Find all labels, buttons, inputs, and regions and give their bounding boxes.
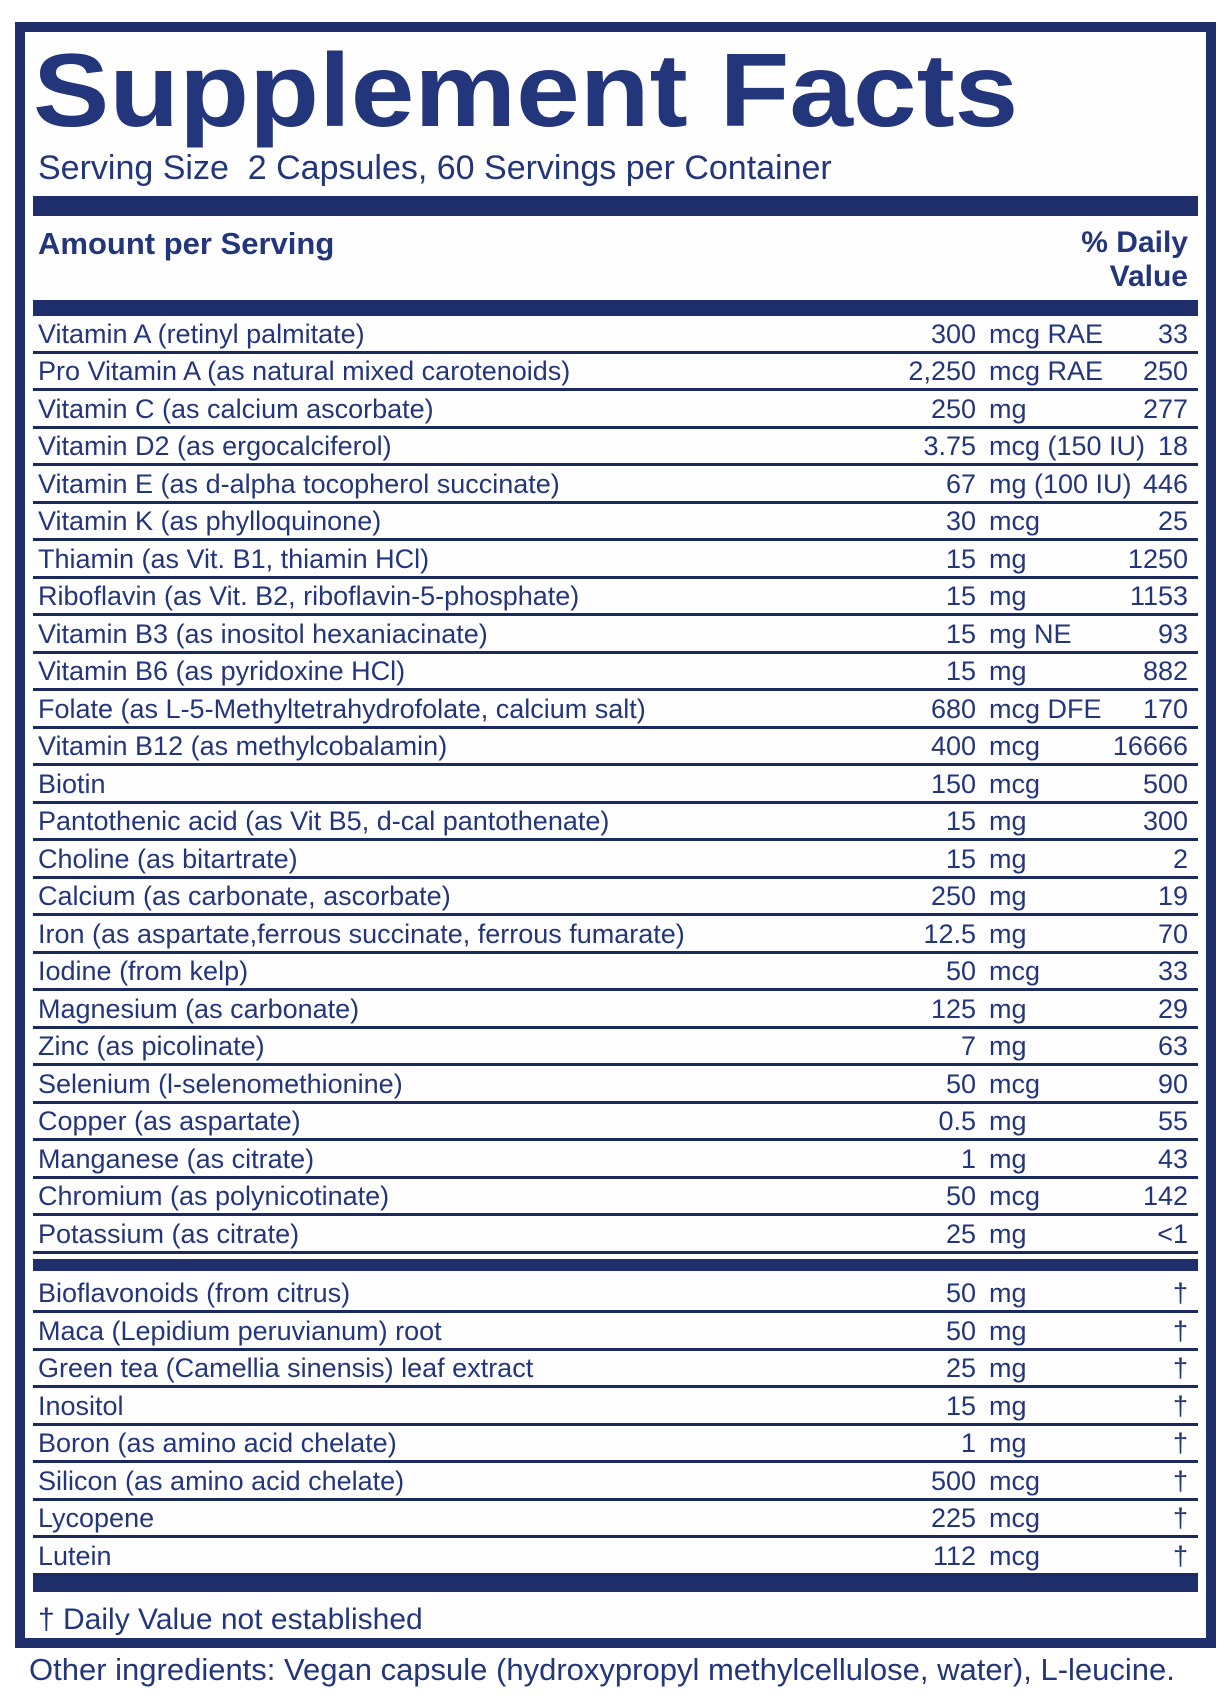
ingredient-name: Calcium (as carbonate, ascorbate) — [38, 881, 451, 911]
ingredient-name: Vitamin B12 (as methylcobalamin) — [38, 731, 448, 761]
table-row — [33, 504, 1198, 542]
amount-value: 680 — [930, 693, 976, 724]
amount-unit: mg — [989, 993, 1027, 1024]
amount-value: 50 — [945, 1181, 976, 1211]
amount-unit: mcg — [989, 1540, 1041, 1571]
ingredient-name: Folate (as L-5-Methyltetrahydrofolate, calcium salt) — [38, 693, 646, 724]
daily-value-percent: 170 — [1142, 693, 1188, 724]
daily-value-percent: 25 — [1157, 506, 1188, 536]
amount-value: 25 — [945, 1353, 976, 1383]
amount-value: 300 — [930, 318, 976, 349]
amount-value: 12.5 — [923, 918, 976, 949]
daily-value-percent: 18 — [1157, 431, 1188, 461]
daily-value-percent: 70 — [1157, 918, 1188, 949]
daily-value-percent: † — [1172, 1353, 1188, 1383]
ingredient-name: Vitamin K (as phylloquinone) — [38, 506, 382, 536]
amount-value: 1 — [960, 1143, 976, 1174]
daily-value-percent: 90 — [1157, 1068, 1188, 1099]
ingredient-name: Pantothenic acid (as Vit B5, d-cal pantothenate) — [38, 806, 610, 836]
ingredient-name: Vitamin D2 (as ergocalciferol) — [38, 431, 392, 461]
ingredient-name: Green tea (Camellia sinensis) leaf extract — [38, 1353, 534, 1383]
ingredient-name: Zinc (as picolinate) — [38, 1031, 265, 1061]
ingredient-name: Silicon (as amino acid chelate) — [38, 1465, 405, 1496]
ingredient-name: Boron (as amino acid chelate) — [38, 1428, 397, 1458]
ingredient-name: Potassium (as citrate) — [38, 1218, 300, 1249]
amount-value: 500 — [930, 1465, 976, 1496]
serving-size-line: Serving Size 2 Capsules, 60 Servings per Container — [38, 149, 832, 187]
amount-unit: mg — [989, 806, 1027, 836]
percent-daily-value-header — [1081, 226, 1188, 294]
amount-value: 15 — [945, 543, 976, 574]
amount-unit: mg NE — [989, 618, 1072, 649]
table-row — [33, 841, 1198, 879]
table-row — [33, 766, 1198, 804]
daily-value-percent: 19 — [1157, 881, 1188, 911]
section-divider-bar — [33, 1576, 1198, 1592]
amount-unit: mcg — [989, 506, 1041, 536]
daily-value-percent: 1250 — [1127, 543, 1188, 574]
table-row — [33, 616, 1198, 654]
daily-value-percent: 1153 — [1129, 581, 1188, 611]
amount-value: 2,250 — [908, 356, 976, 386]
amount-unit: mg (100 IU) — [989, 468, 1132, 499]
ingredient-name: Biotin — [38, 768, 106, 799]
table-row — [33, 466, 1198, 504]
daily-value-percent: 250 — [1142, 356, 1188, 386]
daily-value-percent: 882 — [1142, 656, 1188, 686]
amount-unit: mg — [989, 1106, 1027, 1136]
amount-unit: mcg DFE — [989, 693, 1102, 724]
amount-per-serving-header: Amount per Serving — [38, 226, 335, 261]
ingredient-name: Bioflavonoids (from citrus) — [38, 1278, 351, 1308]
amount-unit: mg — [989, 843, 1027, 874]
table-row — [33, 1066, 1198, 1104]
amount-value: 400 — [930, 731, 976, 761]
amount-value: 7 — [960, 1031, 976, 1061]
amount-value: 225 — [930, 1503, 976, 1533]
table-row — [33, 1313, 1198, 1351]
daily-value-percent: † — [1172, 1540, 1188, 1571]
amount-unit: mcg (150 IU) — [989, 431, 1146, 461]
table-row — [33, 1388, 1198, 1426]
ingredient-name: Iodine (from kelp) — [38, 956, 249, 986]
amount-unit: mg — [989, 881, 1027, 911]
amount-unit: mg — [989, 581, 1027, 611]
daily-value-footnote: † Daily Value not established — [38, 1602, 423, 1636]
amount-value: 15 — [945, 843, 976, 874]
amount-value: 3.75 — [923, 431, 976, 461]
table-row — [33, 1426, 1198, 1464]
amount-unit: mg — [989, 918, 1027, 949]
amount-unit: mg — [989, 1353, 1027, 1383]
table-row — [33, 1029, 1198, 1067]
amount-value: 15 — [945, 656, 976, 686]
amount-unit: mg — [989, 1218, 1027, 1249]
amount-unit: mcg — [989, 1068, 1041, 1099]
table-row — [33, 954, 1198, 992]
amount-unit: mg — [989, 1143, 1027, 1174]
table-row — [33, 916, 1198, 954]
daily-value-percent: 93 — [1157, 618, 1188, 649]
daily-value-percent: 277 — [1142, 393, 1188, 424]
nutrient-rows-main — [33, 316, 1198, 1254]
amount-unit: mcg — [989, 1503, 1041, 1533]
ingredient-name: Lutein — [38, 1540, 112, 1571]
table-row — [33, 1104, 1198, 1142]
daily-value-percent: † — [1172, 1390, 1188, 1421]
percent-daily-value-header-line1: % Daily — [1081, 226, 1188, 259]
amount-value: 50 — [945, 956, 976, 986]
ingredient-name: Inositol — [38, 1390, 124, 1421]
table-row — [33, 541, 1198, 579]
amount-unit: mg — [989, 656, 1027, 686]
ingredient-name: Thiamin (as Vit. B1, thiamin HCl) — [38, 543, 430, 574]
daily-value-percent: † — [1172, 1278, 1188, 1308]
amount-unit: mg — [989, 543, 1027, 574]
amount-value: 25 — [945, 1218, 976, 1249]
ingredient-name: Riboflavin (as Vit. B2, riboflavin-5-phosphate) — [38, 581, 580, 611]
table-row — [33, 991, 1198, 1029]
daily-value-percent: † — [1172, 1465, 1188, 1496]
table-row — [33, 354, 1198, 392]
table-column-header — [33, 216, 1198, 300]
table-row — [33, 1276, 1198, 1314]
daily-value-percent: 142 — [1142, 1181, 1188, 1211]
amount-unit: mcg — [989, 1181, 1041, 1211]
daily-value-percent: 33 — [1157, 318, 1188, 349]
daily-value-percent: 63 — [1157, 1031, 1188, 1061]
ingredient-name: Iron (as aspartate,ferrous succinate, ferrous fumarate) — [38, 918, 685, 949]
table-row — [33, 1179, 1198, 1217]
amount-value: 50 — [945, 1068, 976, 1099]
ingredient-name: Choline (as bitartrate) — [38, 843, 298, 874]
amount-value: 250 — [930, 881, 976, 911]
table-row — [33, 391, 1198, 429]
daily-value-percent: † — [1172, 1315, 1188, 1346]
section-divider-bar — [33, 1259, 1198, 1271]
section-divider-bar — [33, 300, 1198, 316]
daily-value-percent: 29 — [1157, 993, 1188, 1024]
amount-value: 15 — [945, 581, 976, 611]
amount-value: 125 — [930, 993, 976, 1024]
nutrient-rows-botanical — [33, 1276, 1198, 1576]
daily-value-percent: <1 — [1157, 1218, 1188, 1249]
ingredient-name: Chromium (as polynicotinate) — [38, 1181, 390, 1211]
table-row — [33, 1501, 1198, 1539]
table-row — [33, 691, 1198, 729]
table-row — [33, 579, 1198, 617]
daily-value-percent: 55 — [1157, 1106, 1188, 1136]
table-row — [33, 1538, 1198, 1576]
amount-unit: mg — [989, 1315, 1027, 1346]
daily-value-percent: † — [1172, 1428, 1188, 1458]
percent-daily-value-header-line2: Value — [1109, 260, 1188, 293]
table-row — [33, 879, 1198, 917]
other-ingredients-line: Other ingredients: Vegan capsule (hydroxypropyl methylcellulose, water), L-leucine. — [29, 1652, 1175, 1687]
amount-unit: mg — [989, 1031, 1027, 1061]
table-row — [33, 316, 1198, 354]
amount-value: 112 — [932, 1540, 976, 1571]
amount-value: 50 — [945, 1278, 976, 1308]
amount-unit: mg — [989, 1428, 1027, 1458]
daily-value-percent: † — [1172, 1503, 1188, 1533]
ingredient-name: Vitamin A (retinyl palmitate) — [38, 318, 365, 349]
section-divider-bar — [33, 196, 1198, 216]
amount-unit: mg — [989, 1278, 1027, 1308]
ingredient-name: Vitamin E (as d-alpha tocopherol succinate) — [38, 468, 560, 499]
supplement-facts-panel — [15, 22, 1216, 1648]
amount-value: 30 — [945, 506, 976, 536]
amount-unit: mcg — [989, 1465, 1041, 1496]
daily-value-percent: 446 — [1142, 468, 1188, 499]
ingredient-name: Selenium (l-selenomethionine) — [38, 1068, 403, 1099]
amount-value: 15 — [945, 1390, 976, 1421]
amount-unit: mcg — [989, 956, 1041, 986]
ingredient-name: Pro Vitamin A (as natural mixed carotenoids) — [38, 356, 571, 386]
ingredient-name: Vitamin C (as calcium ascorbate) — [38, 393, 434, 424]
amount-value: 250 — [930, 393, 976, 424]
table-row — [33, 1216, 1198, 1254]
amount-unit: mg — [989, 1390, 1027, 1421]
amount-value: 150 — [930, 768, 976, 799]
amount-value: 1 — [960, 1428, 976, 1458]
ingredient-name: Manganese (as citrate) — [38, 1143, 315, 1174]
daily-value-percent: 43 — [1157, 1143, 1188, 1174]
daily-value-percent: 16666 — [1112, 731, 1188, 761]
amount-unit: mcg — [989, 731, 1041, 761]
ingredient-name: Copper (as aspartate) — [38, 1106, 301, 1136]
amount-value: 15 — [945, 618, 976, 649]
table-row — [33, 1141, 1198, 1179]
daily-value-percent: 33 — [1157, 956, 1188, 986]
table-row — [33, 1463, 1198, 1501]
table-row — [33, 429, 1198, 467]
amount-unit: mg — [989, 393, 1027, 424]
ingredient-name: Magnesium (as carbonate) — [38, 993, 360, 1024]
ingredient-name: Vitamin B3 (as inositol hexaniacinate) — [38, 618, 488, 649]
amount-value: 67 — [945, 468, 976, 499]
ingredient-name: Lycopene — [38, 1503, 155, 1533]
amount-unit: mcg RAE — [989, 318, 1104, 349]
table-row — [33, 729, 1198, 767]
page-title: Supplement Facts — [33, 33, 1019, 149]
daily-value-percent: 500 — [1142, 768, 1188, 799]
amount-value: 0.5 — [938, 1106, 976, 1136]
daily-value-percent: 2 — [1172, 843, 1188, 874]
amount-value: 50 — [945, 1315, 976, 1346]
ingredient-name: Maca (Lepidium peruvianum) root — [38, 1315, 442, 1346]
amount-unit: mcg RAE — [989, 356, 1104, 386]
table-row — [33, 1351, 1198, 1389]
amount-value: 15 — [945, 806, 976, 836]
table-row — [33, 804, 1198, 842]
table-row — [33, 654, 1198, 692]
amount-unit: mcg — [989, 768, 1041, 799]
daily-value-percent: 300 — [1142, 806, 1188, 836]
ingredient-name: Vitamin B6 (as pyridoxine HCl) — [38, 656, 406, 686]
